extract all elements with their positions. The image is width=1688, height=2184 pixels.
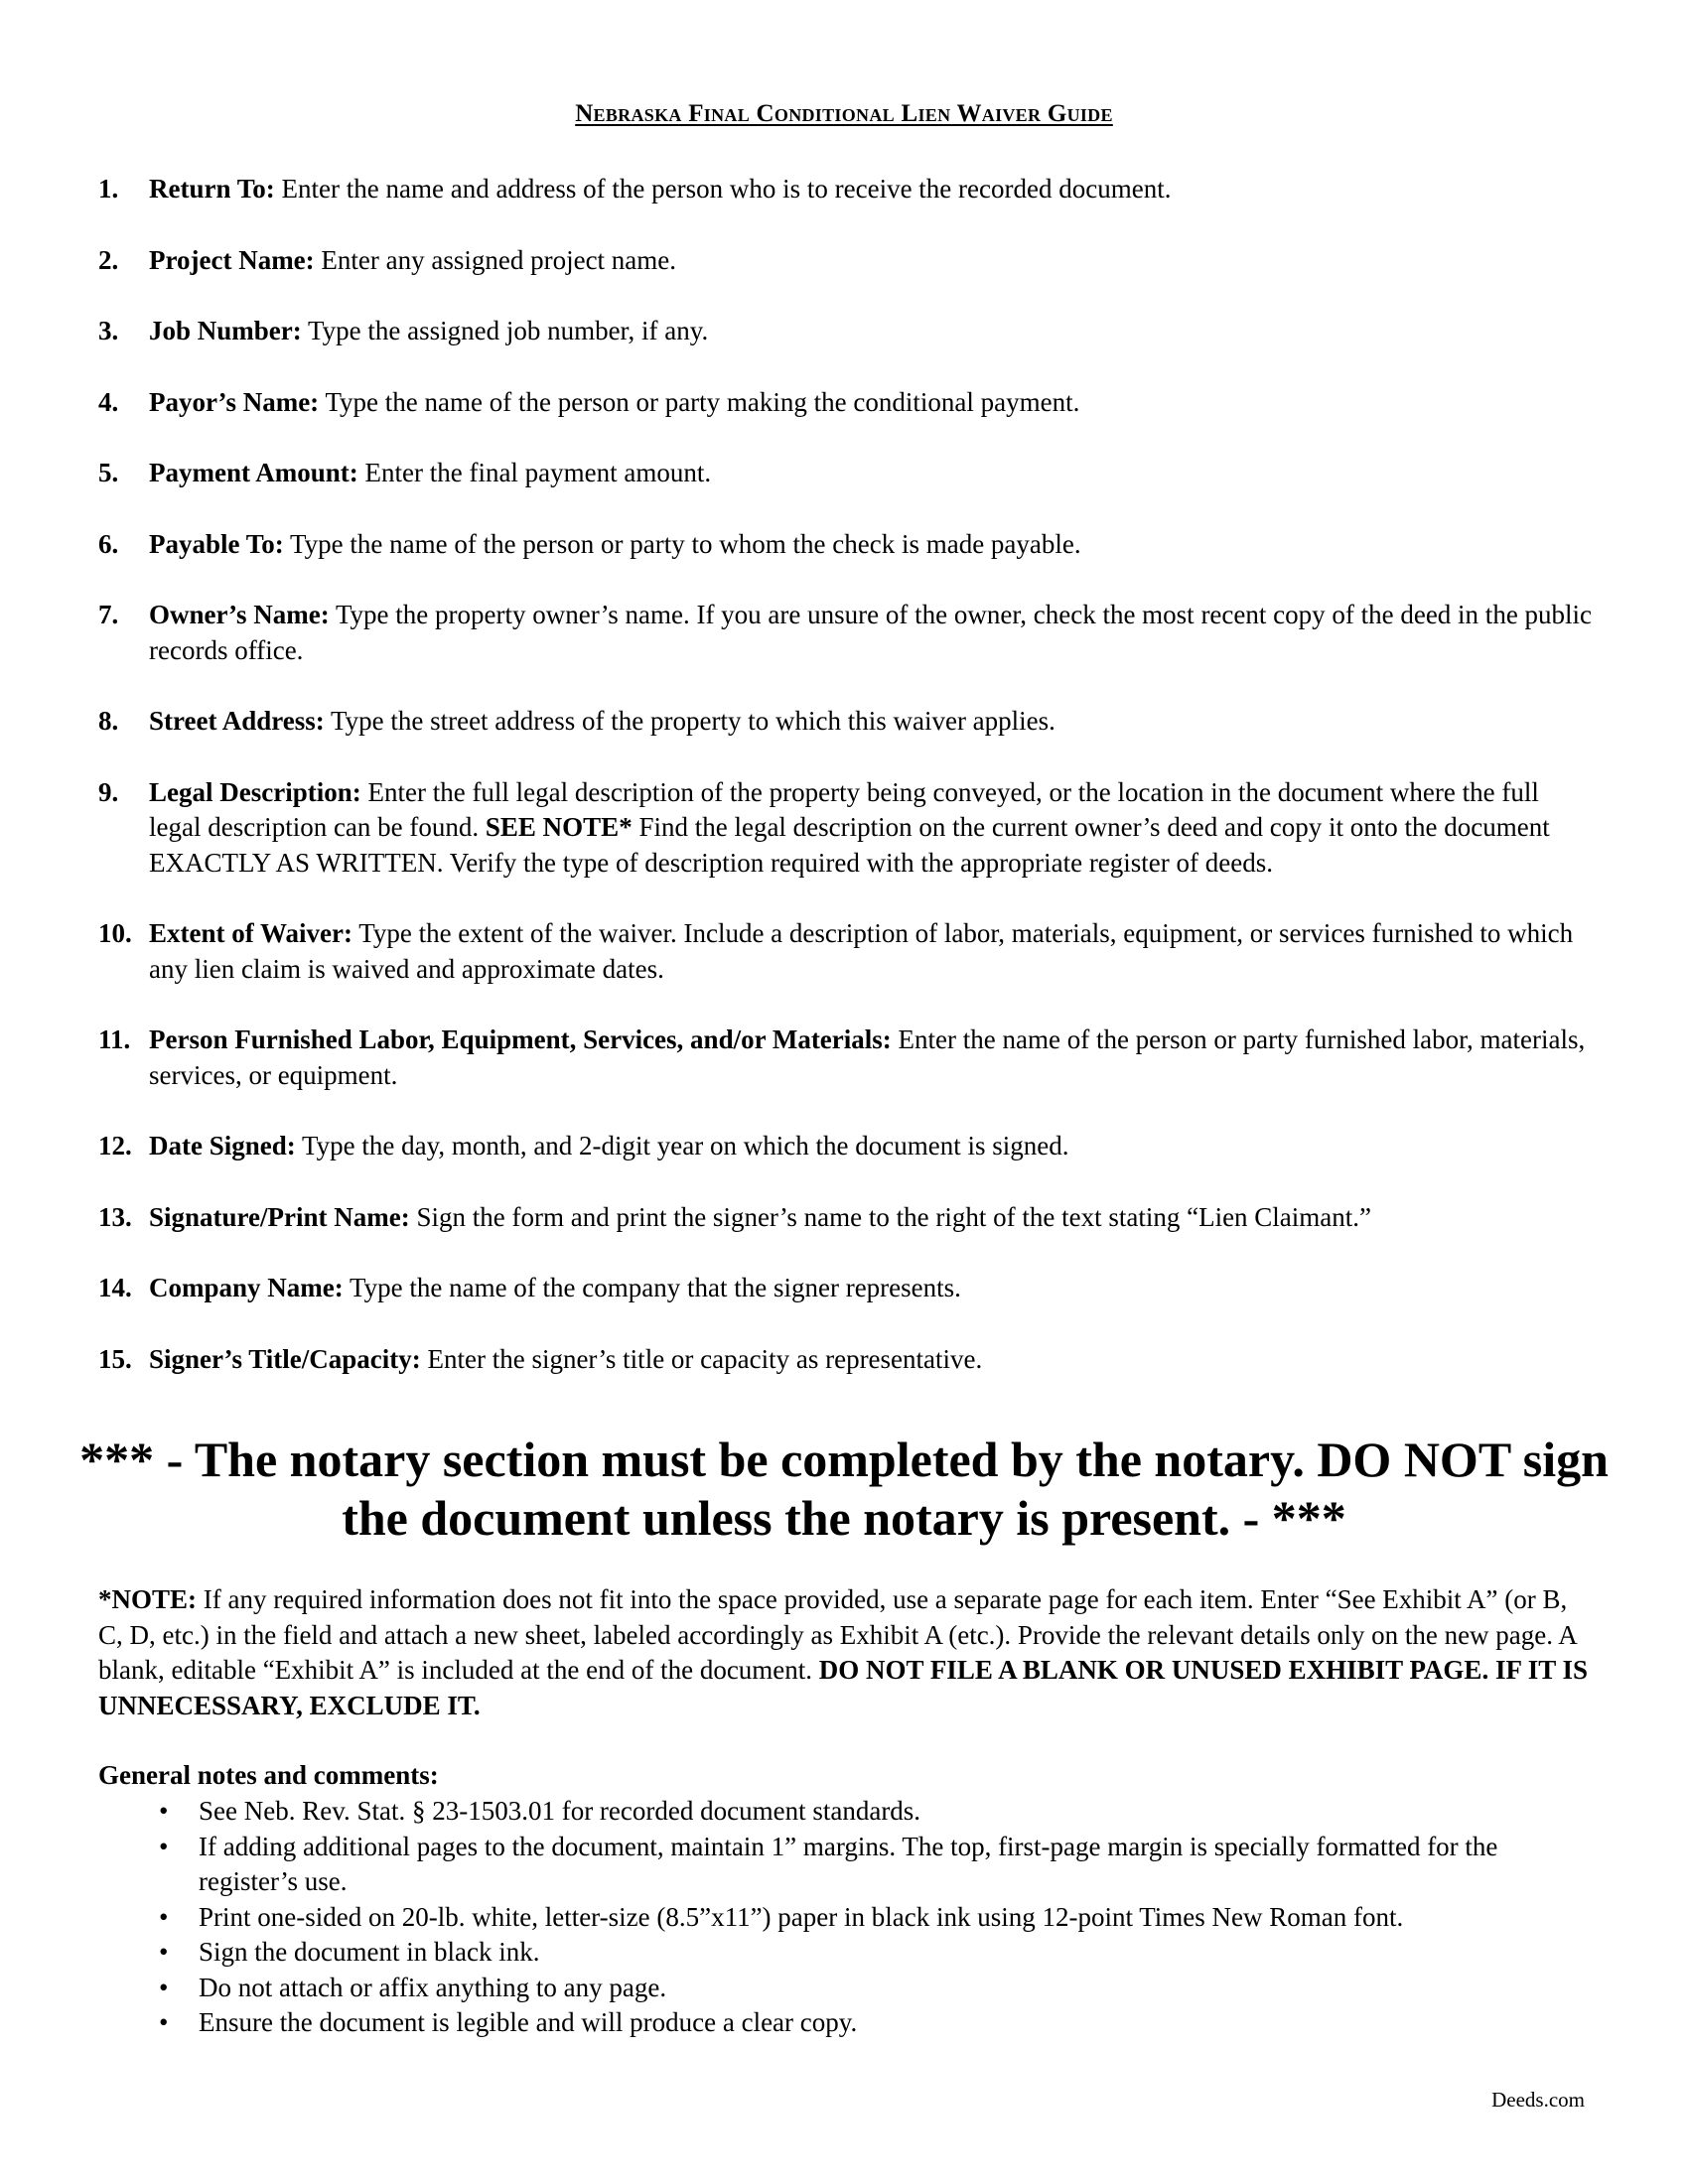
- instruction-item: [98, 1023, 1593, 1093]
- item-label: Extent of Waiver:: [149, 918, 352, 948]
- list-item-text: Sign the document in black ink.: [199, 1937, 540, 1967]
- item-number: 4.: [98, 386, 119, 417]
- notary-notice: *** - The notary section must be completed by the notary. DO NOT sign the document unless the notary is present. - ***: [79, 1432, 1609, 1546]
- item-number: 13.: [98, 1201, 132, 1232]
- item-text: Type the street address of the property to which this waiver applies.: [324, 706, 1055, 736]
- item-number: 8.: [98, 706, 119, 736]
- list-item: [159, 1935, 1594, 1971]
- item-text: Type the name of the person or party making the conditional payment.: [319, 386, 1080, 417]
- item-label: Street Address:: [149, 706, 325, 736]
- item-text: Type the assigned job number, if any.: [301, 316, 709, 345]
- instruction-item: [98, 775, 1593, 882]
- item-text: Enter the name and address of the person who is to receive the recorded document.: [274, 174, 1172, 204]
- item-number: 5.: [98, 458, 119, 487]
- instruction-item: [98, 598, 1593, 668]
- bullet-icon: •: [159, 1972, 169, 2002]
- item-number: 10.: [98, 918, 132, 948]
- footer-brand: Deeds.com: [1491, 2088, 1585, 2112]
- bullet-icon: •: [159, 2007, 169, 2037]
- note-bold-tail: DO NOT FILE A BLANK OR UNUSED EXHIBIT PAGE. IF IT IS UNNECESSARY, EXCLUDE IT.: [98, 1655, 1588, 1720]
- item-label: Person Furnished Labor, Equipment, Services, and/or Materials:: [149, 1024, 892, 1054]
- item-number: 12.: [98, 1131, 132, 1160]
- instruction-item: [98, 243, 1593, 279]
- instruction-item: [98, 385, 1593, 421]
- note-paragraph: [98, 1582, 1593, 1723]
- item-text: Enter the signer’s title or capacity as representative.: [420, 1343, 983, 1374]
- item-label: Legal Description:: [149, 776, 361, 807]
- instruction-item: [98, 916, 1593, 987]
- note-text: If any required information does not fit into the space provided, use a separate page for each item. Enter “See Exhibit A” (or B, C, D, etc.) in the field and attach a new sheet, labeled accordingly as Exhibit A (etc.). Provide the relevant details only on the new page. A blank, editable “Exhibit A” is included at the end of the document.: [98, 1584, 1577, 1685]
- item-text: Type the property owner’s name. If you are unsure of the owner, check the most recent copy of the deed in the public records office.: [149, 600, 1593, 665]
- item-label: Payment Amount:: [149, 458, 358, 487]
- instruction-item: [98, 456, 1593, 491]
- instruction-item: [98, 527, 1593, 563]
- item-text: Type the extent of the waiver. Include a description of labor, materials, equipment, or services furnished to which any lien claim is waived and approximate dates.: [149, 918, 1574, 984]
- instruction-item: [98, 314, 1593, 349]
- list-item: [159, 1794, 1594, 1830]
- instruction-item: [98, 1200, 1593, 1236]
- item-label: Project Name:: [149, 244, 315, 275]
- item-label: Signature/Print Name:: [149, 1201, 410, 1232]
- item-number: 3.: [98, 316, 119, 345]
- item-label: Date Signed:: [149, 1131, 296, 1160]
- item-label: Payor’s Name:: [149, 386, 320, 417]
- note-label: *NOTE:: [98, 1584, 198, 1614]
- bullet-icon: •: [159, 1937, 169, 1967]
- item-label: Return To:: [149, 174, 275, 204]
- list-item-text: If adding additional pages to the document, maintain 1” margins. The top, first-page margin is specially formatted for the register’s use.: [199, 1831, 1498, 1896]
- item-text: Enter the full legal description of the property being conveyed, or the location in the document where the full legal description can be found.: [149, 776, 1539, 842]
- list-item-text: Do not attach or affix anything to any page.: [199, 1972, 667, 2002]
- item-text: Enter the final payment amount.: [357, 458, 712, 487]
- item-number: 14.: [98, 1273, 132, 1302]
- list-item-text: Ensure the document is legible and will produce a clear copy.: [199, 2007, 858, 2037]
- item-number: 7.: [98, 600, 119, 629]
- instruction-item: [98, 704, 1593, 740]
- item-text: Type the name of the company that the signer represents.: [343, 1273, 961, 1302]
- see-note-label: SEE NOTE*: [479, 812, 633, 842]
- item-text: Enter any assigned project name.: [314, 244, 677, 275]
- item-label: Owner’s Name:: [149, 600, 330, 629]
- instruction-item: [98, 1342, 1593, 1378]
- instruction-item: [98, 1271, 1593, 1306]
- list-item-text: Print one-sided on 20-lb. white, letter-size (8.5”x11”) paper in black ink using 12-point Times New Roman font.: [199, 1901, 1404, 1932]
- item-label: Signer’s Title/Capacity:: [149, 1343, 421, 1374]
- list-item: [159, 1900, 1594, 1936]
- item-number: 9.: [98, 776, 119, 807]
- item-text: Type the day, month, and 2-digit year on which the document is signed.: [295, 1131, 1069, 1160]
- item-text: Type the name of the person or party to whom the check is made payable.: [283, 528, 1081, 559]
- general-notes-heading: General notes and comments:: [98, 1760, 439, 1790]
- page-title: Nebraska Final Conditional Lien Waiver Guide: [575, 100, 1113, 127]
- item-number: 11.: [98, 1024, 131, 1054]
- item-label: Payable To:: [149, 528, 284, 559]
- item-number: 1.: [98, 174, 119, 204]
- list-item: [159, 1971, 1594, 2006]
- list-item-text: See Neb. Rev. Stat. § 23-1503.01 for recorded document standards.: [199, 1796, 921, 1826]
- instruction-item: [98, 172, 1593, 207]
- item-text-continued: Find the legal description on the current owner’s deed and copy it onto the document EXACTLY AS WRITTEN. Verify the type of description required with the appropriate register of deeds.: [149, 812, 1550, 878]
- item-text: Sign the form and print the signer’s name to the right of the text stating “Lien Claimant.”: [409, 1201, 1372, 1232]
- bullet-icon: •: [159, 1831, 169, 1861]
- item-text: Enter the name of the person or party furnished labor, materials, services, or equipment.: [149, 1024, 1586, 1090]
- bullet-icon: •: [159, 1796, 169, 1826]
- item-number: 6.: [98, 528, 119, 559]
- item-label: Job Number:: [149, 316, 302, 345]
- list-item: [159, 1830, 1594, 1900]
- instruction-list: [98, 172, 1593, 1413]
- item-number: 2.: [98, 244, 119, 275]
- bullet-icon: •: [159, 1901, 169, 1932]
- general-notes-list: [159, 1794, 1594, 2041]
- item-number: 15.: [98, 1343, 132, 1374]
- instruction-item: [98, 1129, 1593, 1164]
- list-item: [159, 2005, 1594, 2041]
- item-label: Company Name:: [149, 1273, 344, 1302]
